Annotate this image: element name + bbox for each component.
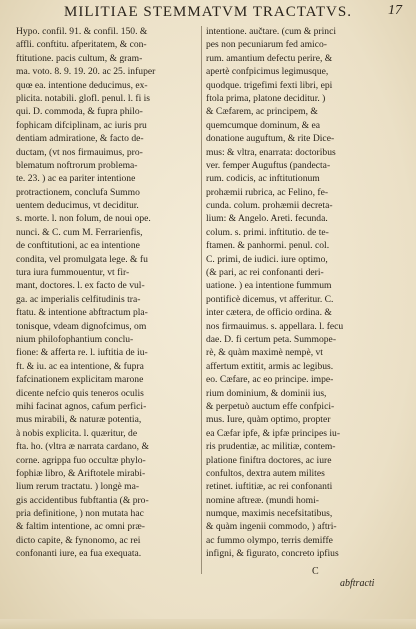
text-line: cunda. colum. prohæmii decreta- [206, 200, 333, 212]
text-line: plicita. notabili. glofl. penul. l. fi is [16, 92, 151, 104]
text-line: gis accidentibus fubftantia (& pro- [16, 494, 149, 506]
text-line: ac fummo olympo, terris demiffe [206, 534, 333, 546]
text-line: blematum noftrorum problema- [16, 159, 138, 171]
text-line: ftamen. & panhormi. penul. col. [206, 240, 330, 252]
left-text-column [16, 25, 196, 561]
text-line: te. 23. ) ac ea pariter intentione [16, 173, 136, 185]
text-line: inter cætera, de officio ordina. & [206, 307, 332, 319]
text-line: mus. Iure, quàm optimo, propter [206, 414, 331, 426]
text-line: intentione. aučtare. (cum & princi [206, 26, 336, 37]
text-line: dae. D. fi certum peta. Summope- [206, 333, 337, 345]
text-line: lium rerum tractatu. ) longè ma- [16, 481, 140, 493]
text-line: rè, & quàm maximè nempè, vt [206, 347, 323, 359]
text-line: pontificè dicemus, vt afferitur. C. [206, 293, 334, 305]
signature-mark: C [312, 566, 319, 577]
text-line: infigni, & figurato, concreto ipfius [206, 548, 339, 560]
text-line: dicto capite, & fynonomo, ac rei [16, 534, 141, 546]
text-line: confultos, dextra autem milites [206, 467, 325, 479]
text-line: fophicam difciplinam, ac iuris pru [16, 119, 147, 131]
text-line: mant, doctores. l. ex facto de vul- [16, 280, 145, 292]
text-line: nomine aftreæ. (mundi homi- [206, 494, 319, 506]
text-line: pria definitione, ) non mutata hac [16, 508, 144, 520]
text-line: quodque. trigefimi fexti libri, epi [206, 79, 333, 91]
text-line: à nobis explicita. l. quæritur, de [16, 427, 138, 439]
text-line: Hypo. confil. 91. & confil. 150. & [16, 26, 148, 37]
text-line: affertum extitit, armis ac legibus. [206, 360, 334, 372]
text-line: uatione. ) ea intentione fummum [206, 280, 332, 292]
text-line: fione: & afferta re. l. iuftitia de iu- [16, 347, 148, 359]
text-line: ftitutione. pacis cultum, & gram- [16, 52, 143, 64]
page-number: 17 [388, 3, 402, 18]
text-line: (& pari, ac rei confonanti deri- [206, 267, 324, 279]
text-line: nos firmauimus. s. appellara. l. fecu [206, 320, 344, 332]
text-line: tonisque, vdeam dignofcimus, om [16, 320, 147, 332]
text-line: protractionem, conclufa Summo [16, 186, 140, 198]
page-bottom-edge [0, 619, 416, 629]
text-line: fta. ho. (vltra æ narrata cardano, & [16, 441, 149, 453]
text-line: & perpetuò auctum effe confpici- [206, 400, 335, 412]
text-line: ea Cæfar ipfe, & ipfæ principes iu- [206, 427, 341, 439]
text-line: fafcinationem explicitam marone [16, 374, 144, 386]
text-line: eo. Cæfare, ac eo principe. impe- [206, 374, 334, 386]
text-line: & faltim intentione, ac omni præ- [16, 521, 145, 533]
right-text-column [206, 25, 402, 561]
text-line: C. primi, de iudici. iure optimo, [206, 253, 328, 265]
text-line: pes non pecuniarum fed amico- [206, 39, 327, 51]
text-line: ga. ac imperialis celfitudinis tra- [16, 293, 141, 305]
text-line: mus: & vltra, enarrata: doctoribus [206, 146, 336, 158]
column-divider [201, 26, 202, 574]
text-line: mus mirabili, & naturæ potentia, [16, 414, 142, 426]
text-line: rum. amantium defectu perire, & [206, 52, 333, 64]
text-line: retinet. iuftitiæ, ac rei confonanti [206, 481, 333, 493]
text-line: ma. voto. 8. 9. 19. 20. ac 25. infuper [16, 66, 156, 78]
text-line: corne. agrippa fuo occultæ phylo- [16, 454, 146, 466]
text-line: nunci. & C. cum M. Ferrarienfis, [16, 226, 143, 238]
running-title: MILITIAE STEMMATVM TRACTATVS. [64, 4, 352, 20]
text-line: dicente nefcio quis teneros oculis [16, 387, 144, 399]
text-line: ftatu. & intentione abftractum pla- [16, 307, 148, 319]
text-line: rium dominium, & dominii ius, [206, 387, 327, 399]
text-line: & Cæfarem, ac principem, & [206, 106, 318, 118]
text-line: lium: & Angelo. Areti. fecunda. [206, 213, 328, 225]
catchword: abftracti [340, 578, 375, 589]
text-line: uentem deducimus, vt deciditur. [16, 200, 139, 212]
text-line: & quàm ingenii commodo, ) aftri- [206, 521, 337, 533]
text-line: ris prudentiæ, ac militiæ, contem- [206, 441, 336, 453]
text-line: s. morte. l. non folum, de noui ope. [16, 213, 151, 225]
text-line: ver. femper Auguftus (pandecta- [206, 159, 331, 171]
text-line: fophiæ libro, & Ariftotele mirabi- [16, 467, 146, 479]
page-header [22, 4, 402, 24]
text-line: dentiam admiratione, & facto de- [16, 133, 144, 145]
text-line: platione finiftra doctores, ac iure [206, 454, 332, 466]
text-line: confonanti iure, ea fua exequata. [16, 548, 142, 560]
text-line: numque, maximis necefsitatibus, [206, 508, 333, 520]
text-line: rum. codicis, ac inftitutionum [206, 173, 320, 185]
text-line: quœ ea. intentione deducimus, ex- [16, 79, 148, 91]
text-line: ductam, (vt nos firmauimus, pro- [16, 146, 143, 158]
text-line: ft. & iu. ac ea intentione, & fupra [16, 360, 144, 372]
text-line: quemcumque dominum, & ea [206, 119, 321, 131]
text-line: donatione auguftum, & rite Dice- [206, 133, 335, 145]
text-line: condita, vel promulgata lege. & fu [16, 253, 148, 265]
text-line: affli. conftitu. afperitatem, & con- [16, 39, 147, 51]
text-line: ftola prima, platone deciditur. ) [206, 92, 326, 104]
text-line: tura iura fummouentur, vt fir- [16, 267, 130, 279]
text-line: apertè confpicimus legimusque, [206, 66, 329, 78]
text-line: prohæmii rubrica, ac Felino, fe- [206, 186, 329, 198]
text-line: nium philofophantium conclu- [16, 333, 134, 345]
text-line: colum. s. primi. inftitutio. de te- [206, 226, 329, 238]
text-line: qui. D. commoda, & fupra philo- [16, 106, 143, 118]
text-line: mihi facinat agnos, cafum perfici- [16, 400, 147, 412]
text-line: de conftitutioni, ac ea intentione [16, 240, 140, 252]
